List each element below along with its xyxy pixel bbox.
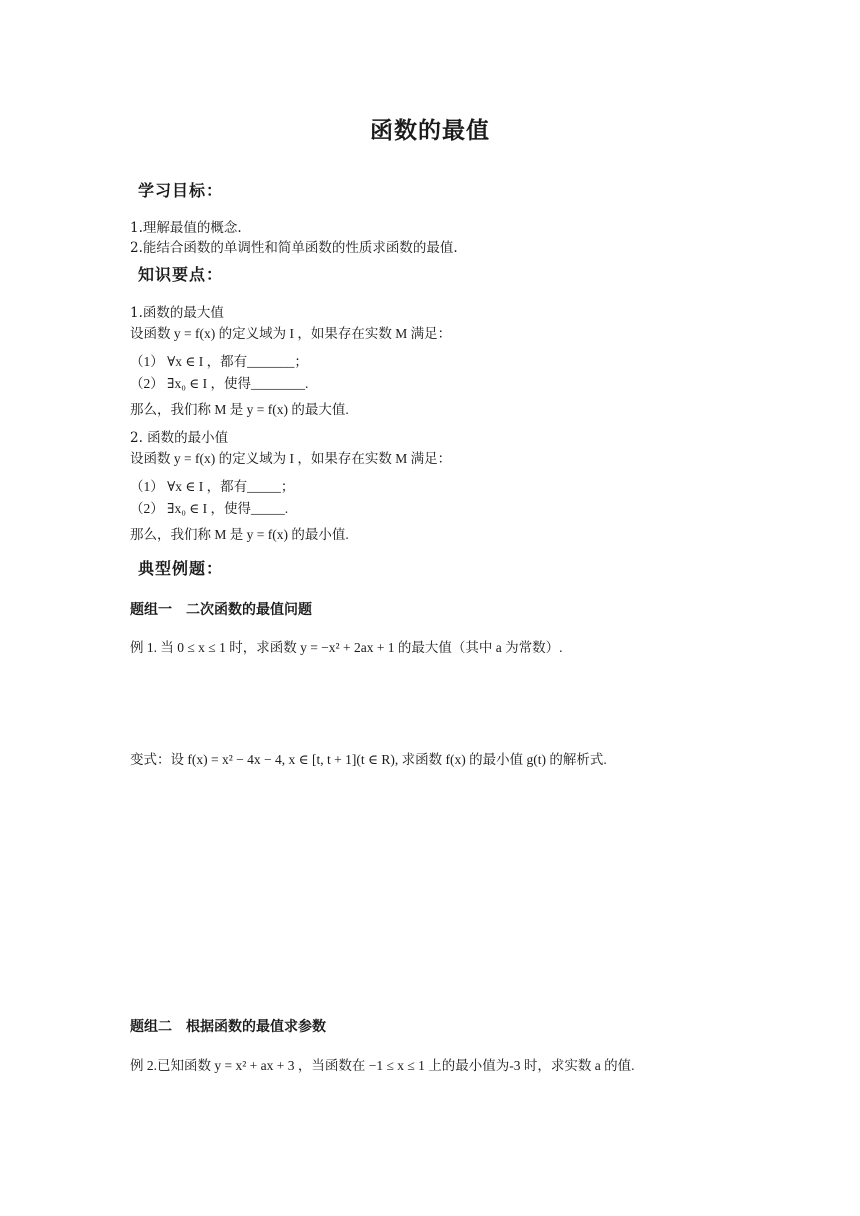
goals-heading: 学习目标： (138, 181, 224, 200)
group2-title: 题组二 根据函数的最值求参数 (130, 1019, 326, 1035)
min-condition-2: （2） ∃x₀ ∈ I ，使得_____. (130, 501, 289, 516)
max-condition-2: （2） ∃x₀ ∈ I ，使得________. (130, 376, 309, 391)
page-title: 函数的最值 (370, 118, 490, 144)
min-conclusion: 那么，我们称 M 是 y = f(x) 的最小值. (130, 527, 349, 542)
goal-item-1: 1.理解最值的概念. (130, 220, 242, 236)
variant-problem: 变式：设 f(x) = x² − 4x − 4, x ∈ [t, t + 1](t ∈ R), 求函数 f(x) 的最小值 g(t) 的解析式. (130, 752, 607, 767)
max-definition: 设函数 y = f(x) 的定义域为 I ，如果存在实数 M 满足： (130, 326, 452, 341)
max-title: 1.函数的最大值 (130, 305, 224, 321)
example-1: 例 1. 当 0 ≤ x ≤ 1 时，求函数 y = −x² + 2ax + 1 的最大值（其中 a 为常数）. (130, 640, 563, 655)
min-definition: 设函数 y = f(x) 的定义域为 I ，如果存在实数 M 满足： (130, 451, 452, 466)
points-heading: 知识要点： (138, 265, 224, 284)
min-title: 2. 函数的最小值 (130, 430, 229, 446)
goal-item-2: 2.能结合函数的单调性和简单函数的性质求函数的最值. (130, 240, 458, 256)
examples-heading: 典型例题： (138, 559, 224, 578)
max-conclusion: 那么，我们称 M 是 y = f(x) 的最大值. (130, 402, 349, 417)
min-condition-1: （1） ∀x ∈ I ，都有_____； (130, 479, 295, 494)
group1-title: 题组一 二次函数的最值问题 (130, 602, 312, 618)
max-condition-1: （1） ∀x ∈ I ，都有_______； (130, 354, 308, 369)
example-2: 例 2.已知函数 y = x² + ax + 3 ，当函数在 −1 ≤ x ≤ 1 上的最小值为-3 时，求实数 a 的值. (130, 1058, 635, 1073)
